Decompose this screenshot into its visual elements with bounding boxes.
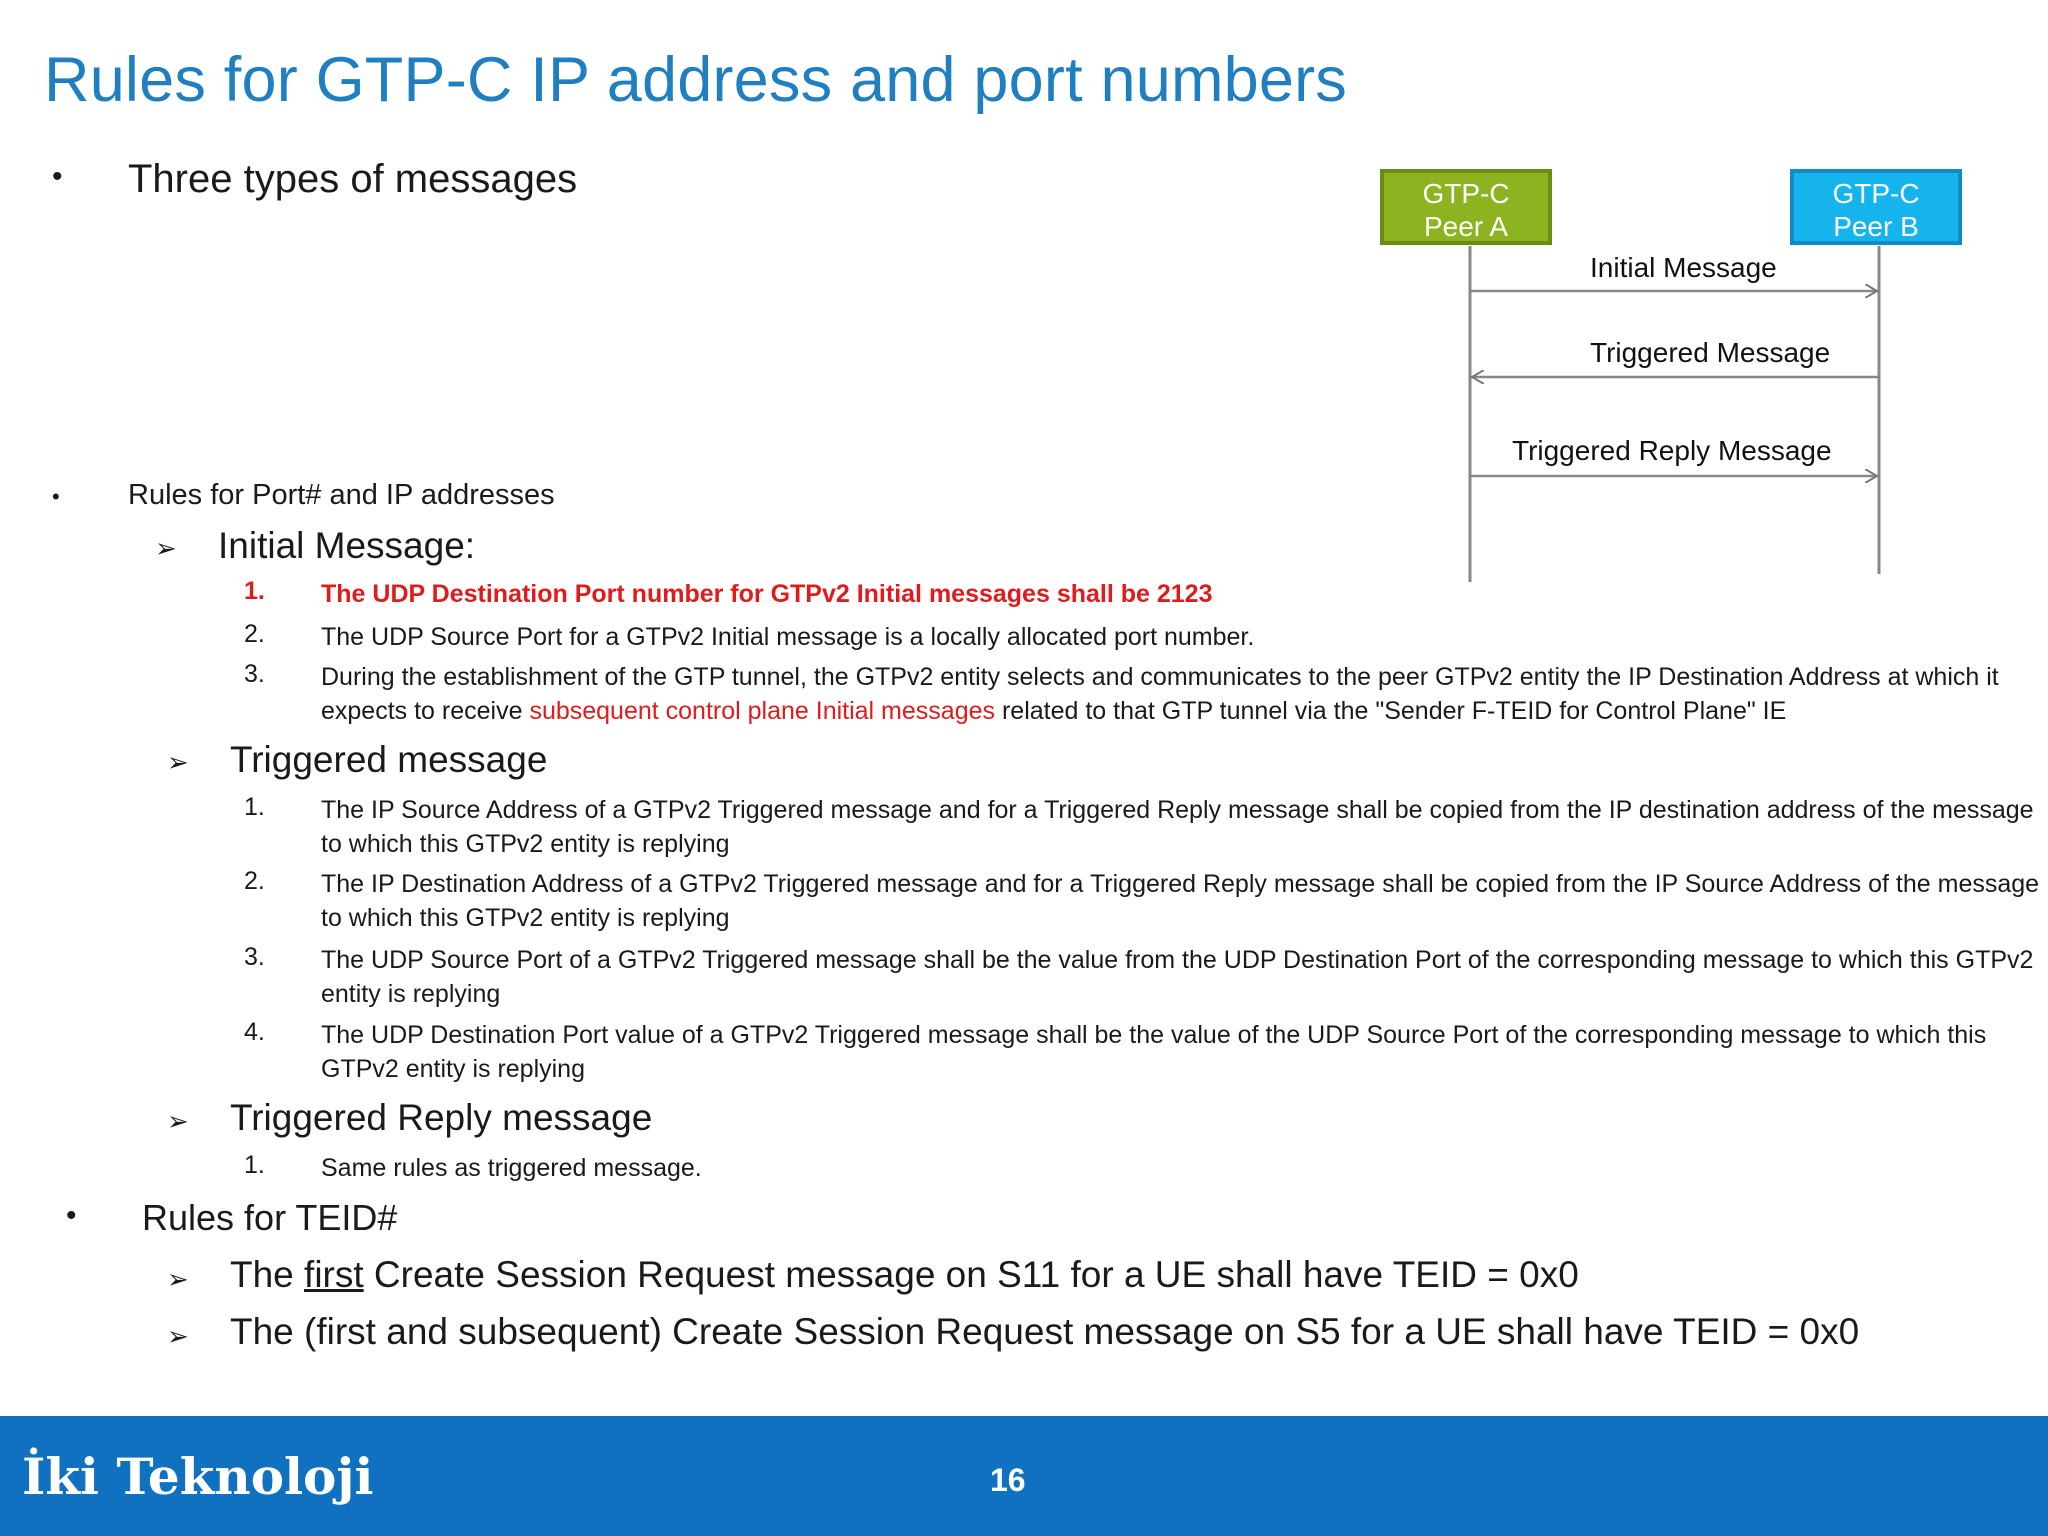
triggered-reply-label: Triggered Reply Message [1512, 435, 1832, 466]
sequence-diagram [1370, 240, 1890, 590]
list-number: 1. [244, 793, 265, 821]
page-number: 16 [990, 1462, 1026, 1498]
list-number: 1. [244, 1151, 265, 1179]
triggered-rule-1: The IP Source Address of a GTPv2 Triggered message and for a Triggered Reply message shall be copied from the IP destination address of the message to which this GTPv2 entity is replying [321, 796, 2034, 858]
peer-a-label-1: GTP-C [1422, 178, 1510, 209]
initial-rule-3-text-end: related to that GTP tunnel via the "Sender F-TEID for Control Plane" IE [995, 697, 1787, 725]
initial-rule-3-highlight: subsequent control plane Initial messages [529, 697, 996, 725]
peer-b-label-2: Peer B [1833, 211, 1919, 242]
peer-b-box [1790, 169, 1962, 245]
peer-a-label-2: Peer A [1423, 211, 1509, 242]
three-types-heading: Three types of messages [128, 157, 578, 201]
teid-rule-1 [230, 1254, 1579, 1296]
brand-logo: İki Teknoloji [22, 1447, 374, 1506]
page-title: Rules for GTP-C IP address and port numbers [44, 45, 1347, 115]
list-number: 4. [244, 1018, 265, 1046]
list-number: 3. [244, 943, 265, 971]
initial-heading: Initial Message: [218, 525, 476, 566]
arrow-bullet-icon: ➢ [167, 1321, 189, 1351]
triggered-reply-heading: Triggered Reply message [230, 1097, 653, 1138]
bullet-icon: • [66, 1199, 77, 1232]
rules-port-ip-heading: Rules for Port# and IP addresses [128, 479, 555, 511]
triggered-heading: Triggered message [230, 739, 548, 780]
teid-rule-1-emphasis: first [304, 1254, 364, 1295]
triggered-rule-2: The IP Destination Address of a GTPv2 Triggered message and for a Triggered Reply message shall be copied from the IP Source Address of the message to which this GTPv2 entity is replying [321, 870, 2040, 932]
list-number: 1. [244, 577, 265, 605]
arrow-bullet-icon: ➢ [167, 1106, 189, 1136]
arrow-bullet-icon: ➢ [167, 1264, 189, 1294]
initial-rule-3 [321, 660, 2048, 728]
initial-rule-3-text: During the establishment of the GTP tunnel, the GTPv2 entity selects and communicates to the peer GTPv2 entity the IP Destination Address at which it expects to receive [321, 663, 1999, 725]
arrow-bullet-icon: ➢ [155, 533, 177, 563]
teid-rule-1-text-end: Create Session Request message on S11 for a UE shall have TEID = 0x0 [363, 1254, 1579, 1295]
bullet-icon: • [52, 484, 60, 509]
teid-rule-1-text: The [230, 1254, 305, 1295]
peer-a-box [1380, 169, 1552, 245]
list-number: 2. [244, 867, 265, 895]
triggered-rule-3: The UDP Source Port of a GTPv2 Triggered message shall be the value from the UDP Destination Port of the corresponding message to which this GTPv2 entity is replying [321, 946, 2034, 1008]
initial-rule-2: The UDP Source Port for a GTPv2 Initial message is a locally allocated port number. [321, 623, 1255, 651]
list-number: 2. [244, 620, 265, 648]
triggered-rule-4: The UDP Destination Port value of a GTPv2 Triggered message shall be the value of the UDP Source Port of the corresponding message to which this GTPv2 entity is replying [321, 1021, 1987, 1083]
triggered-reply-rule-1: Same rules as triggered message. [321, 1154, 702, 1182]
arrow-bullet-icon: ➢ [167, 747, 189, 777]
initial-message-label: Initial Message [1590, 252, 1777, 283]
initial-rule-1: The UDP Destination Port number for GTPv2 Initial messages shall be 2123 [321, 580, 1213, 608]
teid-heading: Rules for TEID# [142, 1197, 398, 1238]
bullet-icon: • [52, 160, 63, 193]
peer-b-label-1: GTP-C [1832, 178, 1920, 209]
triggered-message-label: Triggered Message [1590, 337, 1831, 368]
teid-rule-2: The (first and subsequent) Create Session Request message on S5 for a UE shall have TEID = 0x0 [230, 1311, 1860, 1352]
list-number: 3. [244, 660, 265, 688]
